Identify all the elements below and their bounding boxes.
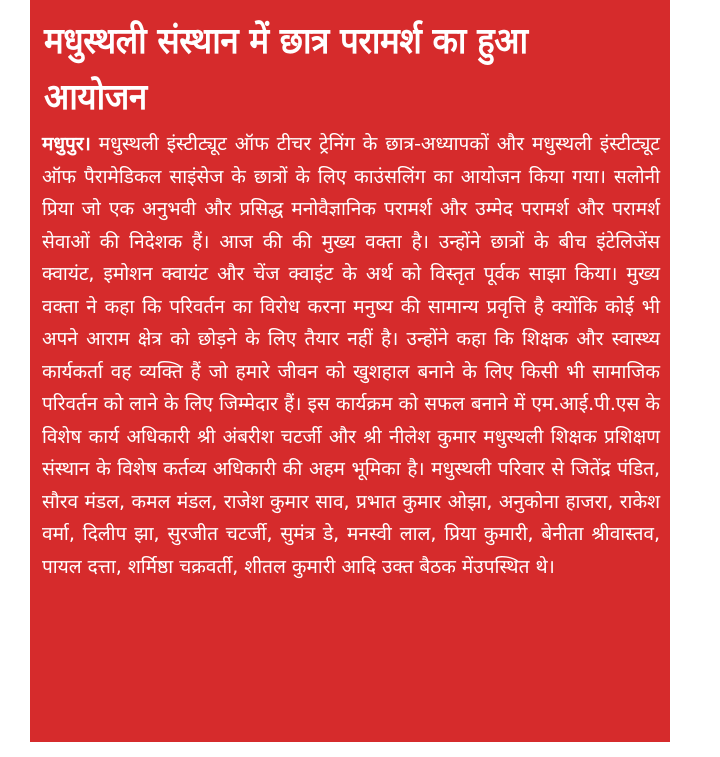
article-headline: मधुस्थली संस्थान में छात्र परामर्श का हुआ आयोजन [44, 21, 528, 118]
news-clipping-panel [30, 0, 670, 742]
article-dateline: मधुपुर। [42, 133, 91, 155]
article-body-text: मधुस्थली इंस्टीट्यूट ऑफ टीचर ट्रेनिंग के छात्र-अध्यापकों और मधुस्थली इंस्टीट्यूट ऑफ पैरामेडिकल साइंसेज के छात्रों के लिए काउंसलिंग का आयोजन किया गया। सलोनी प्रिया जो एक अनुभवी और प्रसिद्ध मनोवैज्ञानिक परामर्श और उम्मेद परामर्श और परामर्श सेवाओं की निदेशक हैं। आज की की मुख्य वक्ता है। उन्होंने छात्रों के बीच इंटेलिजेंस क्वायंट, इमोशन क्वायंट और चेंज क्वाइंट के अर्थ को विस्तृत पूर्वक साझा किया। मुख्य वक्ता ने कहा कि परिवर्तन का विरोध करना मनुष्य की सामान्य प्रवृत्ति है क्योंकि कोई भी अपने आराम क्षेत्र को छोड़ने के लिए तैयार नहीं है। उन्होंने कहा कि शिक्षक और स्वास्थ्य कार्यकर्ता वह व्यक्ति हैं जो हमारे जीवन को खुशहाल बनाने के लिए किसी भी सामाजिक परिवर्तन को लाने के लिए जिम्मेदार हैं। इस कार्यक्रम को सफल बनाने में एम.आई.पी.एस के विशेष कार्य अधिकारी श्री अंबरीश चटर्जी और श्री नीलेश कुमार मधुस्थली शिक्षक प्रशिक्षण संस्थान के विशेष कर्तव्य अधिकारी की अहम भूमिका है। मधुस्थली परिवार से जितेंद्र पंडित, सौरव मंडल, कमल मंडल, राजेश कुमार साव, प्रभात कुमार ओझा, अनुकोना हाजरा, राकेश वर्मा, दिलीप झा, सुरजीत चटर्जी, सुमंत्र डे, मनस्वी लाल, प्रिया कुमारी, बेनीता श्रीवास्तव, पायल दत्ता, शर्मिष्ठा चक्रवर्ती, शीतल कुमारी आदि उक्त बैठक मेंउपस्थित थे। [42, 133, 660, 578]
article-body [42, 128, 660, 583]
